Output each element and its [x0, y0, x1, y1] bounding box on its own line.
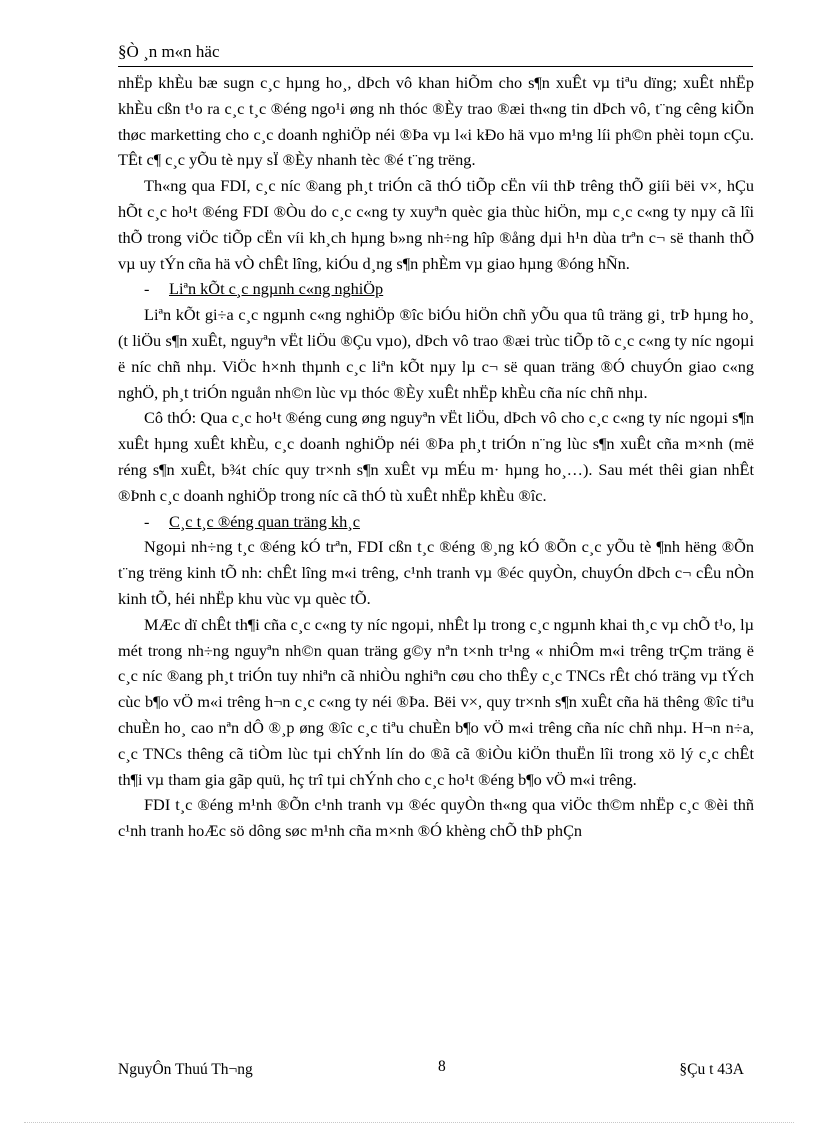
- header-rule: [118, 66, 753, 67]
- paragraph-1: nhËp khÈu bæ sugn c¸c hµng ho¸, dÞch vô khan hiÕm cho s¶n xuÊt vµ tiªu dïng; xuÊt nhËp khÈu cßn t¹o ra c¸c t¸c ®éng ngo¹i øng nh thóc ®Èy trao ®æi th«ng tin dÞch vô, t¨ng cêng kiÕn thøc marketting cho c¸c doanh nghiÖp néi ®Þa vµ l«i kÐo hä vµo m¹ng líi ph©n phèi toµn cÇu. TÊt c¶ c¸c yÕu tè nµy sÏ ®Èy nhanh tèc ®é t¨ng trëng.: [118, 73, 754, 170]
- bullet-heading-1-text: Liªn kÕt c¸c ngµnh c«ng nghiÖp: [169, 279, 384, 299]
- page-footer: [118, 1058, 754, 1085]
- paragraph-7: FDI t¸c ®éng m¹nh ®Õn c¹nh tranh vµ ®éc quyÒn th«ng qua viÖc th©m nhËp c¸c ®èi thñ c¹nh tranh hoÆc sö dông søc m¹nh cña m×nh ®Ó khèng chÕ thÞ phÇn: [118, 795, 754, 841]
- footer-author: NguyÔn Thuú Th¬ng: [118, 1061, 253, 1078]
- bullet-heading-2-text: C¸c t¸c ®éng quan träng kh¸c: [169, 511, 360, 531]
- document-body: [118, 70, 754, 844]
- page-number: 8: [438, 1058, 446, 1075]
- paragraph-2: Th«ng qua FDI, c¸c níc ®ang ph¸t triÓn cã thÓ tiÕp cËn víi thÞ trêng thÕ giíi bëi v×, hÇu hÕt c¸c ho¹t ®éng FDI ®Òu do c¸c c«ng ty xuyªn quèc gia thùc hiÖn, mµ c¸c c«ng ty nµy cã lîi thÕ trong viÖc tiÕp cËn víi kh¸ch hµng b»ng nh÷ng hîp ®ång dµi h¹n dùa trªn c¬ së thanh thÕ vµ uy tÝn cña hä vÒ chÊt lîng, kiÓu d¸ng s¶n phÈm vµ giao hµng ®óng hÑn.: [118, 176, 754, 273]
- bullet-heading-1: [118, 276, 754, 302]
- dash-marker: -: [144, 279, 150, 299]
- paragraph-4: Cô thÓ: Qua c¸c ho¹t ®éng cung øng nguyªn vËt liÖu, dÞch vô cho c¸c c«ng ty níc ngoµi s¶n xuÊt hµng xuÊt khÈu, c¸c doanh nghiÖp néi ®Þa ph¸t triÓn n¨ng lùc s¶n xuÊt cña m×nh (më réng s¶n xuÊt, b¾t chíc quy tr×nh s¶n xuÊt vµ mÉu m· hµng ho¸…). Sau mét thêi gian nhÊt ®Þnh c¸c doanh nghiÖp trong níc cã thÓ tù xuÊt nhËp khÈu ®îc.: [118, 408, 754, 505]
- paragraph-6: MÆc dï chÊt th¶i cña c¸c c«ng ty níc ngoµi, nhÊt lµ trong c¸c ngµnh khai th¸c vµ chÕ t¹o, lµ mét trong nh÷ng nguyªn nh©n quan träng g©y nªn t×nh tr¹ng « nhiÔm m«i trêng trÇm träng ë c¸c níc ®ang ph¸t triÓn tuy nhiªn cã nhiÒu nghiªn cøu cho thÊy c¸c TNCs rÊt chó träng vµ tÝch cùc b¶o vÖ m«i trêng h¬n c¸c c«ng ty néi ®Þa. Bëi v×, quy tr×nh s¶n xuÊt cña hä thêng ®îc tiªu chuÈn ho¸ cao nªn dÔ ®¸p øng ®îc c¸c tiªu chuÈn b¶o vÖ m«i trêng cña níc chñ nhµ. H¬n n÷a, c¸c TNCs thêng cã tiÒm lùc tµi chÝnh lín do ®ã cã ®iÒu kiÖn thuËn lîi trong xö lý c¸c chÊt th¶i vµ tham gia gãp quü, hç trî tµi chÝnh cho c¸c ho¹t ®éng b¶o vÖ m«i trêng.: [118, 614, 754, 789]
- paragraph-5: Ngoµi nh÷ng t¸c ®éng kÓ trªn, FDI cßn t¸c ®éng ®¸ng kÓ ®Õn c¸c yÕu tè ¶nh hëng ®Õn t¨ng trëng kinh tÕ nh: chÊt lîng m«i trêng, c¹nh tranh vµ ®éc quyÒn, chuyÓn dÞch c¬ cÊu nÒn kinh tÕ, héi nhËp khu vùc vµ quèc tÕ.: [118, 537, 754, 608]
- page-header: §Ò ¸n m«n häc: [118, 42, 220, 61]
- bullet-heading-2: [118, 509, 754, 535]
- paragraph-3: Liªn kÕt gi÷a c¸c ngµnh c«ng nghiÖp ®îc biÓu hiÖn chñ yÕu qua tû träng gi¸ trÞ hµng ho¸ (t liÖu s¶n xuÊt, nguyªn vËt liÖu ®Çu vµo), dÞch vô trao ®æi trùc tiÕp tõ c¸c c«ng ty níc ngoµi ë níc chñ nhµ. ViÖc h×nh thµnh c¸c liªn kÕt nµy lµ c¬ së quan träng ®Ó chuyÓn giao c«ng nghÖ, ph¸t triÓn nguån nh©n lùc vµ thóc ®Èy xuÊt nhËp khÈu cña níc chñ nhµ.: [118, 305, 754, 402]
- dash-marker: -: [144, 511, 150, 531]
- footer-class: §Çu t 43A: [679, 1061, 744, 1078]
